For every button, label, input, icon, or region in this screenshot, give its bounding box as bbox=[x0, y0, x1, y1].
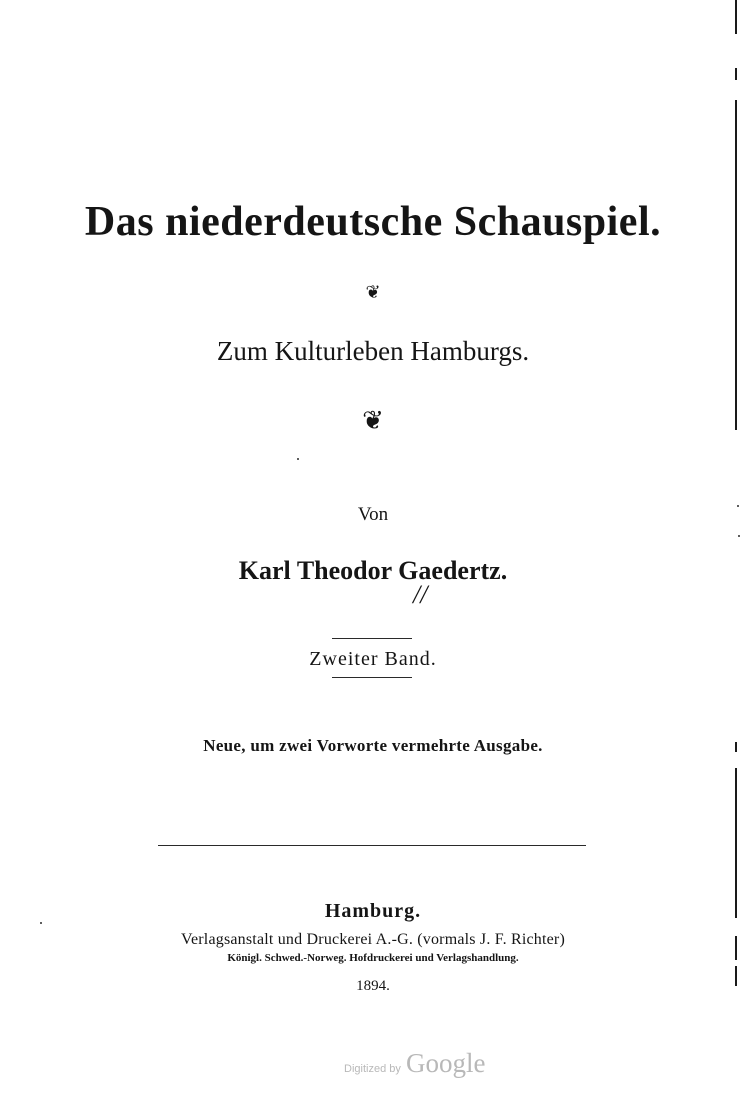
by-line: Von bbox=[357, 504, 389, 525]
publication-year: 1894. bbox=[356, 978, 390, 994]
ornament-icon: ❦ bbox=[362, 406, 384, 436]
publication-city: Hamburg. bbox=[324, 900, 422, 922]
scan-speck bbox=[297, 458, 299, 460]
scan-speck bbox=[737, 505, 739, 507]
handwritten-mark: // bbox=[413, 580, 428, 609]
digitized-watermark bbox=[344, 1048, 485, 1079]
page-edge-shadow bbox=[735, 0, 737, 34]
page-edge-shadow bbox=[735, 936, 737, 960]
author-name: Karl Theodor Gaedertz. bbox=[238, 556, 508, 585]
divider bbox=[332, 638, 412, 639]
page-edge-shadow bbox=[735, 742, 737, 752]
google-logo: Google bbox=[405, 1048, 486, 1078]
page-edge-shadow bbox=[735, 68, 737, 80]
scan-speck bbox=[40, 922, 42, 924]
page-edge-shadow bbox=[735, 768, 737, 918]
publisher-name: Verlagsanstalt und Druckerei A.-G. (vormals J. F. Richter) bbox=[180, 931, 565, 948]
ornament-icon: ❦ bbox=[365, 282, 381, 303]
scan-speck bbox=[738, 535, 740, 537]
book-subtitle: Zum Kulturleben Hamburgs. bbox=[216, 336, 530, 366]
edition-note: Neue, um zwei Vorworte vermehrte Ausgabe. bbox=[203, 736, 543, 755]
page-edge-shadow bbox=[735, 966, 737, 986]
divider bbox=[158, 845, 586, 846]
divider bbox=[332, 677, 412, 678]
printer-note: Königl. Schwed.-Norweg. Hofdruckerei und Verlagshandlung. bbox=[227, 952, 519, 964]
volume-label: Zweiter Band. bbox=[309, 648, 437, 670]
book-title: Das niederdeutsche Schauspiel. bbox=[84, 199, 662, 245]
watermark-prefix: Digitized by bbox=[344, 1063, 401, 1075]
page-edge-shadow bbox=[735, 100, 737, 430]
